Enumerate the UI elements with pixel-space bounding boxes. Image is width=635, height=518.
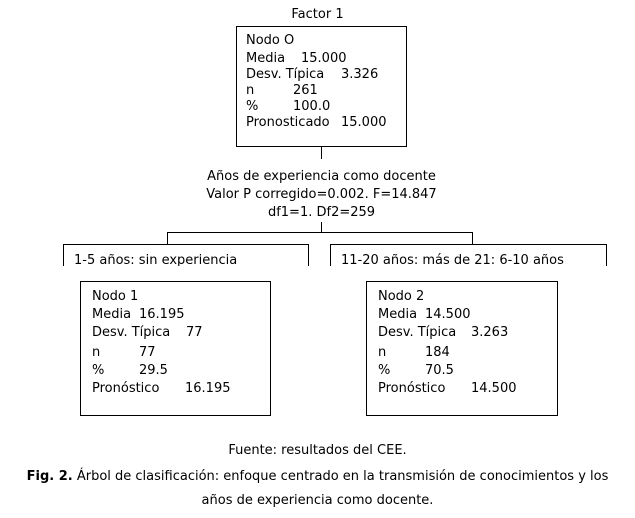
- left-branch-label-text: 1-5 años: sin experiencia: [74, 253, 238, 266]
- left-branch-label: [63, 244, 309, 266]
- root-media-value: 15.000: [301, 51, 347, 66]
- connector-right-down: [472, 232, 473, 244]
- node1-pct-value: 29.5: [139, 363, 168, 378]
- root-pron-value: 15.000: [341, 115, 387, 130]
- root-node-box: [236, 26, 407, 147]
- root-node-name: Nodo O: [246, 33, 295, 48]
- node2-desv-value: 3.263: [471, 325, 509, 340]
- split-variable: Años de experiencia como docente: [207, 169, 436, 184]
- node1-pron-value: 16.195: [185, 381, 231, 396]
- node1-media-value: 16.195: [139, 307, 185, 322]
- root-pct-value: 100.0: [293, 99, 331, 114]
- node-1-box: [80, 281, 271, 416]
- connector-horizontal: [167, 232, 473, 233]
- figure-caption-line1: [0, 466, 635, 488]
- node2-pct-label: %: [378, 363, 391, 378]
- figure-text-line1: Árbol de clasificación: enfoque centrado en la transmisión de conocimientos y los: [76, 469, 609, 484]
- node2-media-value: 14.500: [425, 307, 471, 322]
- root-n-label: n: [246, 83, 255, 98]
- node2-n-label: n: [378, 345, 387, 360]
- root-desv-label: Desv. Típica: [246, 67, 325, 82]
- node-2-box: [366, 281, 558, 416]
- split-stats: Valor P corregido=0.002. F=14.847: [206, 187, 437, 202]
- split-df: df1=1. Df2=259: [267, 205, 376, 220]
- source-caption: Fuente: resultados del CEE.: [228, 443, 407, 458]
- node1-pron-label: Pronóstico: [92, 381, 160, 396]
- node1-name: Nodo 1: [92, 289, 139, 304]
- node2-pron-label: Pronóstico: [378, 381, 446, 396]
- node1-desv-label: Desv. Típica: [92, 325, 171, 340]
- node1-n-value: 77: [139, 345, 156, 360]
- node2-name: Nodo 2: [378, 289, 425, 304]
- root-desv-value: 3.326: [341, 67, 379, 82]
- figure-label: Fig. 2.: [26, 469, 73, 484]
- node1-n-label: n: [92, 345, 101, 360]
- node1-desv-value: 77: [186, 325, 203, 340]
- node2-desv-label: Desv. Típica: [378, 325, 457, 340]
- factor-title: Factor 1: [291, 7, 344, 22]
- node2-n-value: 184: [425, 345, 450, 360]
- figure-caption-line2: años de experiencia como docente.: [201, 493, 434, 508]
- right-branch-label-text: 11-20 años: más de 21: 6-10 años: [341, 253, 564, 266]
- right-branch-label: [330, 244, 607, 266]
- connector-split-down: [321, 222, 322, 232]
- node2-pron-value: 14.500: [471, 381, 517, 396]
- node1-media-label: Media: [92, 307, 132, 322]
- node1-pct-label: %: [92, 363, 105, 378]
- connector-root-down: [321, 147, 322, 159]
- root-n-value: 261: [293, 83, 318, 98]
- root-media-label: Media: [246, 51, 286, 66]
- node2-pct-value: 70.5: [425, 363, 454, 378]
- root-pct-label: %: [246, 99, 259, 114]
- root-pron-label: Pronosticado: [246, 115, 330, 130]
- node2-media-label: Media: [378, 307, 418, 322]
- connector-left-down: [167, 232, 168, 244]
